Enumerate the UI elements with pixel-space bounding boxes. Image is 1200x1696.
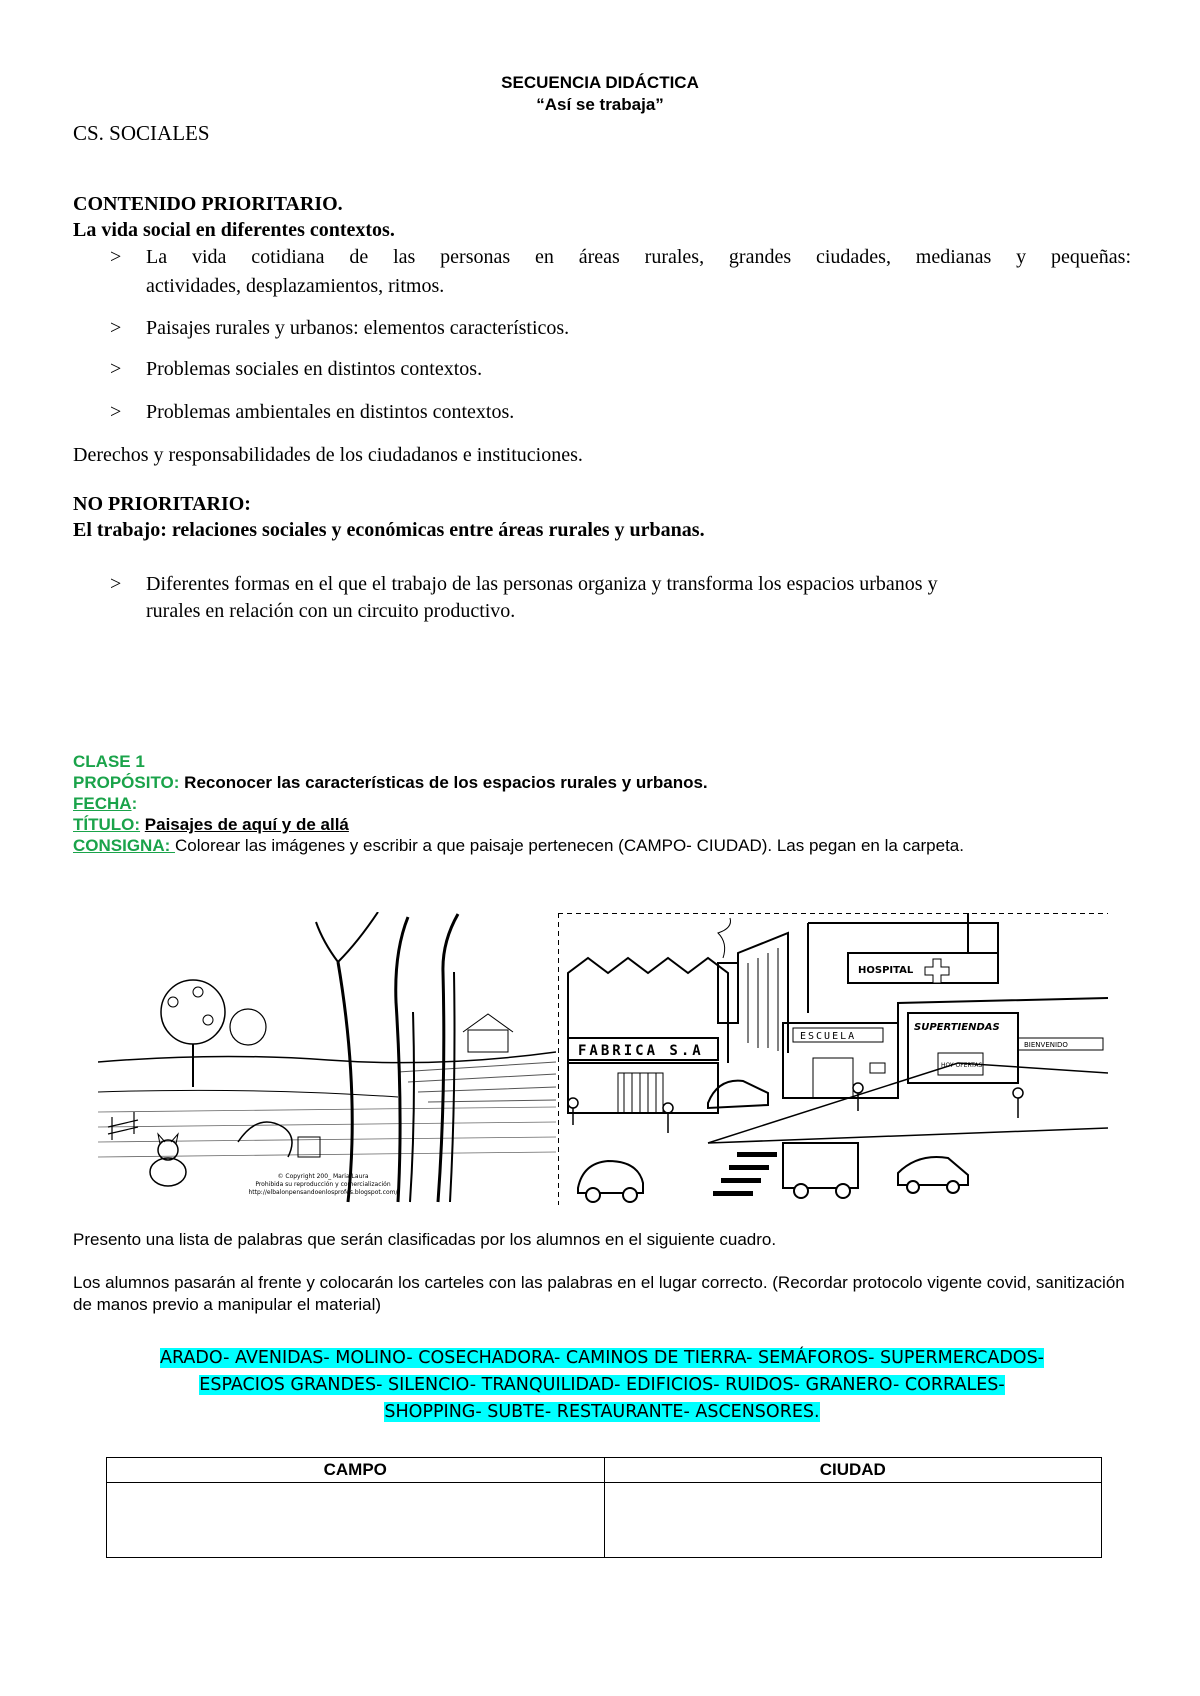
- urban-label-hospital: HOSPITAL: [858, 965, 914, 976]
- no-prioritario-item-1-line1: Diferentes formas en el que el trabajo de las personas organiza y transforma los espacios urbanos y: [146, 573, 938, 595]
- para-instructions: Los alumnos pasarán al frente y colocarán los carteles con las palabras en el lugar correcto. (Recordar protocolo vigente covid, sanitización de manos previo a manipular el material): [73, 1273, 1125, 1314]
- fecha-colon: :: [131, 794, 138, 813]
- urban-label-hoy: HOY OFERTAS: [941, 1062, 983, 1069]
- column-header-campo: CAMPO: [107, 1458, 605, 1483]
- bullet-marker: >: [110, 401, 122, 423]
- titulo-line: [73, 814, 1131, 835]
- clase-block: [73, 751, 1131, 856]
- para-intro: Presento una lista de palabras que serán clasificadas por los alumnos en el siguiente cuadro.: [73, 1230, 777, 1249]
- urban-label-fabrica: FABRICA S.A: [578, 1043, 704, 1059]
- rural-caption-2: Prohibida su reproducción y comercialización: [255, 1181, 391, 1188]
- consigna-line: [73, 835, 1131, 856]
- bullet-marker: >: [110, 246, 122, 268]
- proposito-text: Reconocer las características de los espacios rurales y urbanos.: [184, 773, 708, 792]
- prioritario-item-2: Paisajes rurales y urbanos: elementos característicos.: [146, 317, 570, 339]
- word-list-line-1: ARADO- AVENIDAS- MOLINO- COSECHADORA- CAMINOS DE TIERRA- SEMÁFOROS- SUPERMERCADOS-: [159, 1348, 1044, 1368]
- rural-caption-3: http://elbalonpensandoenlosprofes.blogspot.com/: [248, 1189, 398, 1196]
- document-title: SECUENCIA DIDÁCTICA: [501, 73, 699, 92]
- prioritario-heading: CONTENIDO PRIORITARIO.: [73, 193, 343, 215]
- prioritario-item-1-line2: actividades, desplazamientos, ritmos.: [146, 275, 445, 297]
- word-list-line-3: SHOPPING- SUBTE- RESTAURANTE- ASCENSORES.: [384, 1402, 820, 1422]
- column-header-ciudad: CIUDAD: [604, 1458, 1102, 1483]
- word-list: [73, 1345, 1131, 1426]
- no-prioritario-heading: NO PRIORITARIO:: [73, 493, 251, 515]
- prioritario-item-1-line1: La vida cotidiana de las personas en áreas rurales, grandes ciudades, medianas y pequeñas:: [146, 246, 1131, 268]
- rural-caption-1: © Copyright 200_ Maria Laura: [277, 1173, 369, 1180]
- classification-table: [106, 1457, 1102, 1558]
- document-subtitle: “Así se trabaja”: [536, 95, 664, 114]
- fecha-line: [73, 793, 1131, 814]
- bullet-marker: >: [110, 573, 122, 595]
- clase-label: CLASE 1: [73, 752, 145, 771]
- proposito-line: [73, 772, 1131, 793]
- prioritario-item-3: Problemas sociales en distintos contextos.: [146, 358, 483, 380]
- bullet-marker: >: [110, 317, 122, 339]
- prioritario-closing: Derechos y responsabilidades de los ciudadanos e instituciones.: [73, 444, 583, 466]
- cell-ciudad[interactable]: [604, 1483, 1102, 1558]
- subject-label: CS. SOCIALES: [73, 121, 210, 145]
- urban-label-super: SUPERTIENDAS: [914, 1022, 1000, 1033]
- urban-label-escuela: ESCUELA: [800, 1031, 857, 1042]
- titulo-label: TÍTULO:: [73, 815, 141, 834]
- urban-landscape-illustration-icon: [558, 913, 1108, 1205]
- titulo-text: Paisajes de aquí y de allá: [144, 815, 349, 834]
- word-list-line-2: ESPACIOS GRANDES- SILENCIO- TRANQUILIDAD- EDIFICIOS- RUIDOS- GRANERO- CORRALES-: [199, 1375, 1005, 1395]
- fecha-label: FECHA: [73, 794, 132, 813]
- no-prioritario-item-1-line2: rurales en relación con un circuito productivo.: [146, 600, 516, 622]
- urban-label-bienvenido: BIENVENIDO: [1024, 1041, 1068, 1049]
- no-prioritario-subheading: El trabajo: relaciones sociales y económicas entre áreas rurales y urbanas.: [73, 519, 705, 541]
- rural-landscape-illustration-icon: [98, 912, 556, 1204]
- document-header: [0, 72, 1200, 116]
- cell-campo[interactable]: [107, 1483, 605, 1558]
- consigna-label: CONSIGNA:: [73, 836, 175, 855]
- bullet-marker: >: [110, 358, 122, 380]
- prioritario-subheading: La vida social en diferentes contextos.: [73, 219, 395, 241]
- proposito-label: PROPÓSITO:: [73, 773, 180, 792]
- consigna-text: Colorear las imágenes y escribir a que paisaje pertenecen (CAMPO- CIUDAD). Las pegan en la carpeta.: [175, 836, 964, 855]
- prioritario-item-4: Problemas ambientales en distintos contextos.: [146, 401, 515, 423]
